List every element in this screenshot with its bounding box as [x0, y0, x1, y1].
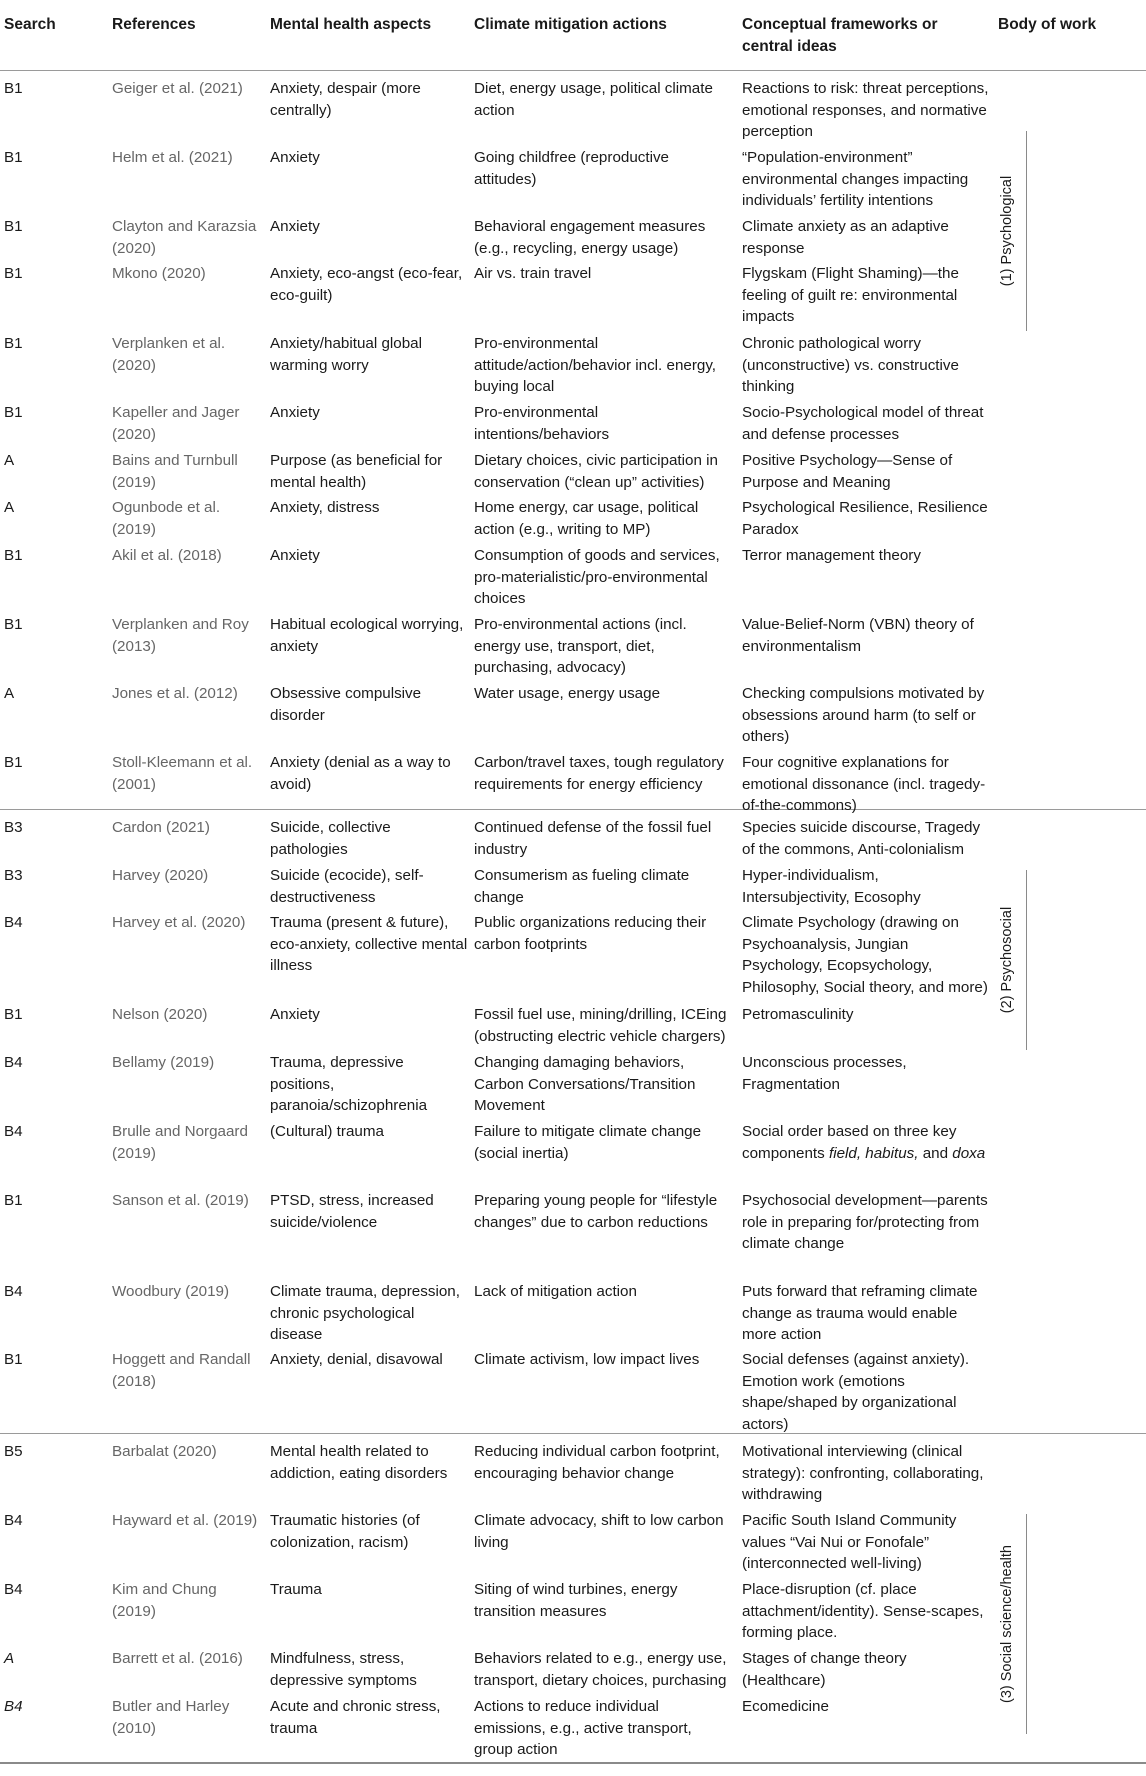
reference: Butler and Harley (2010): [112, 1698, 230, 1737]
framework: Motivational interviewing (clinical strategy): confronting, collaborating, withdrawing: [742, 1443, 984, 1503]
search-code: B1: [4, 265, 23, 282]
framework: Psychosocial development—parents role in preparing for/protecting from climate change: [742, 1192, 988, 1252]
framework: Four cognitive explanations for emotional dissonance (incl. tragedy-of-the-commons): [742, 754, 986, 814]
search-code: B1: [4, 754, 23, 771]
reference: Geiger et al. (2021): [112, 80, 243, 97]
reference: Barrett et al. (2016): [112, 1650, 243, 1667]
mental-health-aspects: Anxiety: [270, 1006, 320, 1023]
framework: “Population-environment” environmental changes impacting individuals’ fertility intentions: [742, 149, 969, 209]
mental-health-aspects: Trauma (present & future), eco-anxiety, collective mental illness: [270, 914, 468, 974]
reference: Stoll-Kleemann et al. (2001): [112, 754, 253, 793]
mitigation-actions: Fossil fuel use, mining/drilling, ICEing (obstructing electric vehicle chargers): [474, 1006, 727, 1045]
search-code: A: [4, 499, 15, 516]
reference: Kapeller and Jager (2020): [112, 404, 240, 443]
framework: Species suicide discourse, Tragedy of the commons, Anti-colonialism: [742, 819, 981, 858]
reference: Woodbury (2019): [112, 1283, 230, 1300]
search-code: B1: [4, 149, 23, 166]
group-label: (1) Psychological: [999, 175, 1016, 287]
mitigation-actions: Actions to reduce individual emissions, e.g., active transport, group action: [474, 1698, 692, 1758]
framework: Hyper-individualism, Intersubjectivity, Ecosophy: [742, 867, 921, 906]
framework: Reactions to risk: threat perceptions, emotional responses, and normative perception: [742, 80, 989, 140]
search-code: B5: [4, 1443, 23, 1460]
search-code: B4: [4, 1512, 23, 1529]
mental-health-aspects: Purpose (as beneficial for mental health): [270, 452, 443, 491]
mitigation-actions: Consumerism as fueling climate change: [474, 867, 690, 906]
mitigation-actions: Siting of wind turbines, energy transition measures: [474, 1581, 678, 1620]
search-code: B1: [4, 616, 23, 633]
reference: Barbalat (2020): [112, 1443, 217, 1460]
search-code: B4: [4, 1698, 23, 1715]
mitigation-actions: Dietary choices, civic participation in conservation (“clean up” activities): [474, 452, 718, 491]
reference: Hayward et al. (2019): [112, 1512, 258, 1529]
search-code: A: [4, 452, 15, 469]
mitigation-actions: Climate activism, low impact lives: [474, 1351, 700, 1368]
search-code: B1: [4, 1006, 23, 1023]
mental-health-aspects: Anxiety, distress: [270, 499, 380, 516]
mitigation-actions: Carbon/travel taxes, tough regulatory requirements for energy efficiency: [474, 754, 724, 793]
framework: Climate anxiety as an adaptive response: [742, 218, 949, 257]
mitigation-actions: Public organizations reducing their carbon footprints: [474, 914, 707, 953]
mitigation-actions: Failure to mitigate climate change (social inertia): [474, 1123, 702, 1162]
mitigation-actions: Going childfree (reproductive attitudes): [474, 149, 670, 188]
search-code: B1: [4, 404, 23, 421]
mental-health-aspects: Trauma, depressive positions, paranoia/schizophrenia: [270, 1054, 428, 1114]
table-header: [0, 0, 1146, 71]
reference: Verplanken et al. (2020): [112, 335, 226, 374]
reference: Brulle and Norgaard (2019): [112, 1123, 248, 1162]
reference: Bellamy (2019): [112, 1054, 215, 1071]
framework: Puts forward that reframing climate change as trauma would enable more action: [742, 1283, 978, 1343]
reference: Ogunbode et al. (2019): [112, 499, 221, 538]
group-label: (2) Psychosocial: [999, 906, 1015, 1014]
framework: Chronic pathological worry (unconstructive) vs. constructive thinking: [742, 335, 959, 395]
search-code: B3: [4, 819, 23, 836]
framework: Value-Belief-Norm (VBN) theory of environmentalism: [742, 616, 974, 655]
mitigation-actions: Changing damaging behaviors, Carbon Conversations/Transition Movement: [474, 1054, 696, 1114]
framework: Checking compulsions motivated by obsessions around harm (to self or others): [742, 685, 985, 745]
reference: Cardon (2021): [112, 819, 210, 836]
group-psychosocial: [0, 810, 1146, 1434]
mitigation-actions: Reducing individual carbon footprint, encouraging behavior change: [474, 1443, 720, 1482]
mental-health-aspects: Acute and chronic stress, trauma: [270, 1698, 441, 1737]
mental-health-aspects: Anxiety: [270, 149, 320, 166]
mitigation-actions: Climate advocacy, shift to low carbon living: [474, 1512, 724, 1551]
mental-health-aspects: Anxiety: [270, 218, 320, 235]
reference: Harvey (2020): [112, 867, 209, 884]
header-mental-health: Mental health aspects: [270, 16, 432, 33]
mental-health-aspects: Anxiety: [270, 547, 320, 564]
framework: Terror management theory: [742, 547, 921, 564]
search-code: A: [4, 685, 15, 702]
mental-health-aspects: Anxiety/habitual global warming worry: [270, 335, 422, 374]
reference: Kim and Chung (2019): [112, 1581, 217, 1620]
mental-health-aspects: Traumatic histories (of colonization, racism): [270, 1512, 420, 1551]
search-code: B1: [4, 1351, 23, 1368]
framework: Flygskam (Flight Shaming)—the feeling of guilt re: environmental impacts: [742, 265, 959, 325]
framework: Psychological Resilience, Resilience Paradox: [742, 499, 988, 538]
mental-health-aspects: Anxiety: [270, 404, 320, 421]
mitigation-actions: Behaviors related to e.g., energy use, transport, dietary choices, purchasing: [474, 1650, 727, 1689]
mental-health-aspects: Suicide, collective pathologies: [270, 819, 391, 858]
header-search: Search: [4, 16, 56, 33]
reference: Verplanken and Roy (2013): [112, 616, 249, 655]
framework: Ecomedicine: [742, 1698, 829, 1715]
search-code: B4: [4, 1123, 23, 1140]
mental-health-aspects: Anxiety, despair (more centrally): [270, 80, 421, 119]
mental-health-aspects: Suicide (ecocide), self-destructiveness: [270, 867, 424, 906]
mental-health-aspects: Habitual ecological worrying, anxiety: [270, 616, 464, 655]
search-code: B1: [4, 335, 23, 352]
mitigation-actions: Water usage, energy usage: [474, 685, 661, 702]
header-body-of-work: Body of work: [998, 16, 1097, 33]
mental-health-aspects: PTSD, stress, increased suicide/violence: [270, 1192, 434, 1231]
search-code: B3: [4, 867, 23, 884]
header-references: References: [112, 16, 196, 33]
group-psychological: [0, 71, 1146, 814]
mitigation-actions: Behavioral engagement measures (e.g., recycling, energy usage): [474, 218, 706, 257]
group-social-science-health: [0, 1434, 1146, 1764]
framework: Positive Psychology—Sense of Purpose and Meaning: [742, 452, 953, 491]
search-code: B4: [4, 914, 23, 931]
framework: Climate Psychology (drawing on Psychoanalysis, Jungian Psychology, Ecopsychology, Philosophy, Social theory, and more): [742, 914, 988, 996]
search-code: B4: [4, 1581, 23, 1598]
reference: Clayton and Karazsia (2020): [112, 218, 257, 257]
group-label: (3) Social science/health: [999, 1545, 1016, 1703]
search-code: B1: [4, 80, 23, 97]
mental-health-aspects: Anxiety (denial as a way to avoid): [270, 754, 451, 793]
reference: Helm et al. (2021): [112, 149, 233, 166]
search-code: B4: [4, 1054, 23, 1071]
framework: Place-disruption (cf. place attachment/identity). Sense-scapes, forming place.: [742, 1581, 984, 1641]
search-code: B1: [4, 1192, 23, 1209]
mental-health-aspects: (Cultural) trauma: [270, 1123, 384, 1140]
framework: Unconscious processes, Fragmentation: [742, 1054, 907, 1093]
mitigation-actions: Consumption of goods and services, pro-materialistic/pro-environmental choices: [474, 547, 720, 607]
reference: Harvey et al. (2020): [112, 914, 246, 931]
header-frameworks: Conceptual frameworks or central ideas: [742, 16, 938, 55]
mitigation-actions: Continued defense of the fossil fuel industry: [474, 819, 712, 858]
mental-health-aspects: Trauma: [270, 1581, 322, 1598]
reference: Bains and Turnbull (2019): [112, 452, 238, 491]
search-code: B4: [4, 1283, 23, 1300]
mitigation-actions: Pro-environmental intentions/behaviors: [474, 404, 610, 443]
mitigation-actions: Pro-environmental attitude/action/behavior incl. energy, buying local: [474, 335, 717, 395]
mental-health-aspects: Climate trauma, depression, chronic psychological disease: [270, 1283, 460, 1343]
mental-health-aspects: Mental health related to addiction, eating disorders: [270, 1443, 448, 1482]
mitigation-actions: Air vs. train travel: [474, 265, 592, 282]
framework: Social order based on three key components field, habitus, and doxa: [742, 1123, 986, 1162]
reference: Nelson (2020): [112, 1006, 208, 1023]
framework: Stages of change theory (Healthcare): [742, 1650, 907, 1689]
header-actions: Climate mitigation actions: [474, 16, 667, 33]
mental-health-aspects: Anxiety, eco-angst (eco-fear, eco-guilt): [270, 265, 463, 304]
mitigation-actions: Diet, energy usage, political climate action: [474, 80, 713, 119]
mitigation-actions: Preparing young people for “lifestyle changes” due to carbon reductions: [474, 1192, 718, 1231]
search-code: A: [4, 1650, 15, 1667]
framework: Socio-Psychological model of threat and defense processes: [742, 404, 984, 443]
framework: Pacific South Island Community values “Vai Nui or Fonofale” (interconnected well-living): [742, 1512, 957, 1572]
framework: Petromasculinity: [742, 1006, 854, 1023]
mitigation-actions: Home energy, car usage, political action (e.g., writing to MP): [474, 499, 699, 538]
search-code: B1: [4, 218, 23, 235]
mental-health-aspects: Anxiety, denial, disavowal: [270, 1351, 443, 1368]
mitigation-actions: Lack of mitigation action: [474, 1283, 637, 1300]
reference: Mkono (2020): [112, 265, 206, 282]
reference: Hoggett and Randall (2018): [112, 1351, 251, 1390]
search-code: B1: [4, 547, 23, 564]
framework: Social defenses (against anxiety). Emotion work (emotions shape/shaped by organizational actors): [742, 1351, 970, 1433]
mental-health-aspects: Mindfulness, stress, depressive symptoms: [270, 1650, 417, 1689]
reference: Sanson et al. (2019): [112, 1192, 249, 1209]
mitigation-actions: Pro-environmental actions (incl. energy use, transport, diet, purchasing, advocacy): [474, 616, 687, 676]
mental-health-aspects: Obsessive compulsive disorder: [270, 685, 422, 724]
reference: Akil et al. (2018): [112, 547, 222, 564]
reference: Jones et al. (2012): [112, 685, 238, 702]
